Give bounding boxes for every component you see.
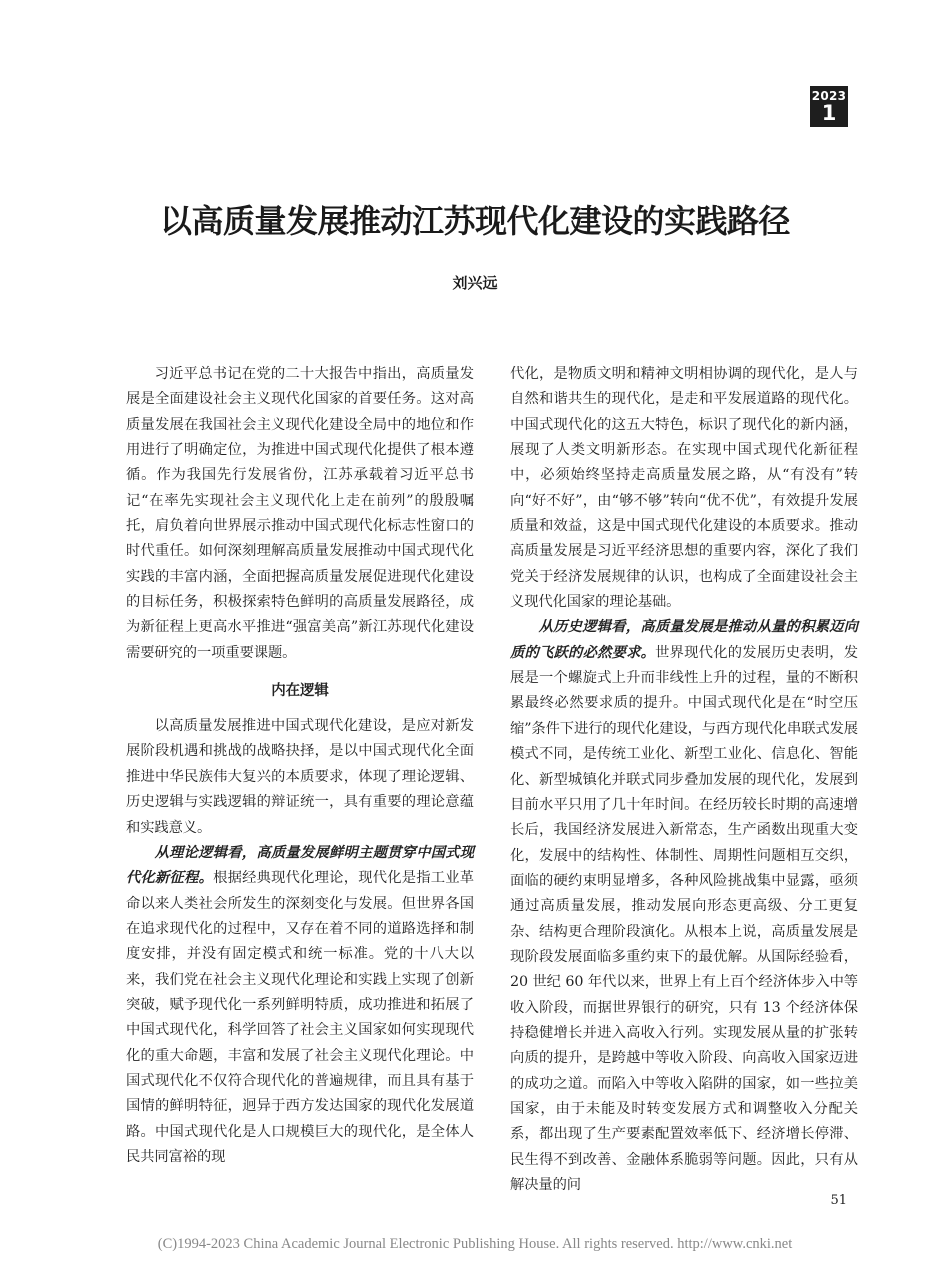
issue-number: 1 xyxy=(821,101,837,125)
history-logic-paragraph xyxy=(510,615,858,1198)
issue-badge xyxy=(810,86,848,127)
history-logic-text: 世界现代化的发展历史表明，发展是一个螺旋式上升而非线性上升的过程，量的不断积累最终必然要求质的提升。中国式现代化是在“时空压缩”条件下进行的现代化建设，与西方现代化串联式发展模式不同，是传统工业化、新型工业化、信息化、智能化、新型城镇化并联式同步叠加发展的现代化，发展到目前水平只用了几十年时间。在经历较长时期的高速增长后，我国经济发展进入新常态，生产函数出现重大变化，发展中的结构性、体制性、周期性问题相互交织，面临的硬约束明显增多，各种风险挑战集中显露，亟须通过高质量发展，推动发展向形态更高级、分工更复杂、结构更合理阶段演化。从根本上说，高质量发展是现阶段发展面临多重约束下的最优解。从国际经验看，20 世纪 60 年代以来，世界上有上百个经济体步入中等收入阶段，而据世界银行的研究，只有 13 个经济体保持稳健增长并进入高收入行列。实现发展从量的扩张转向质的提升，是跨越中等收入阶段、向高收入国家迈进的成功之道。而陷入中等收入陷阱的国家，如一些拉美国家，由于未能及时转变发展方式和调整收入分配关系，都出现了生产要素配置效率低下、经济增长停滞、民生得不到改善、金融体系脆弱等问题。因此，只有从解决量的问 xyxy=(510,644,859,1193)
issue-year: 2023 xyxy=(811,89,847,103)
copyright-footer: (C)1994-2023 China Academic Journal Electronic Publishing House. All rights reserved. http://www.cnki.net xyxy=(157,1236,793,1252)
article-author: 刘兴远 xyxy=(452,274,498,292)
theory-logic-paragraph xyxy=(126,841,474,1170)
section-heading: 内在逻辑 xyxy=(271,683,329,700)
article-title: 以高质量发展推动江苏现代化建设的实践路径 xyxy=(159,202,790,240)
theory-logic-text: 根据经典现代化理论，现代化是指工业革命以来人类社会所发生的深刻变化与发展。但世界各国在追求现代化的过程中，又存在着不同的道路选择和制度安排，并没有固定模式和统一标准。党的十八大以来，我们党在社会主义现代化理论和实践上实现了创新突破，赋予现代化一系列鲜明特质，成功推进和拓展了中国式现代化，科学回答了社会主义国家如何实现现代化的重大命题，丰富和发展了社会主义现代化理论。中国式现代化不仅符合现代化的普遍规律，而且具有基于国情的鲜明特征，迥异于西方发达国家的现代化发展道路。中国式现代化是人口规模巨大的现代化，是全体人民共同富裕的现 xyxy=(126,870,474,1165)
left-column xyxy=(126,362,474,1170)
right-column xyxy=(510,362,858,1198)
page-number: 51 xyxy=(830,1193,847,1208)
intro-paragraph: 习近平总书记在党的二十大报告中指出，高质量发展是全面建设社会主义现代化国家的首要任务。这对高质量发展在我国社会主义现代化建设全局中的地位和作用进行了明确定位，为推进中国式现代化提供了根本遵循。作为我国先行发展省份，江苏承载着习近平总书记“在率先实现社会主义现代化上走在前列”的殷殷嘱托，肩负着向世界展示推动中国式现代化标志性窗口的时代重任。如何深刻理解高质量发展推动中国式现代化实践的丰富内涵，全面把握高质量发展促进现代化建设的目标任务，积极探索特色鲜明的高质量发展路径，成为新征程上更高水平推进“强富美高”新江苏现代化建设需要研究的一项重要课题。 xyxy=(126,366,474,661)
continued-paragraph: 代化，是物质文明和精神文明相协调的现代化，是人与自然和谐共生的现代化，是走和平发展道路的现代化。中国式现代化的这五大特色，标识了现代化的新内涵，展现了人类文明新形态。在实现中国式现代化新征程中，必须始终坚持走高质量发展之路，从“有没有”转向“好不好”，由“够不够”转向“优不优”，有效提升发展质量和效益，这是中国式现代化建设的本质要求。推动高质量发展是习近平经济思想的重要内容，深化了我们党关于经济发展规律的认识，也构成了全面建设社会主义现代化国家的理论基础。 xyxy=(510,366,858,611)
theory-logic-lead: 从理论逻辑看，高质量发展鲜明主题贯穿中国式现代化新征程。 xyxy=(126,844,474,887)
history-logic-lead: 从历史逻辑看，高质量发展是推动从量的积累迈向质的飞跃的必然要求。 xyxy=(510,619,858,661)
section-intro-paragraph: 以高质量发展推进中国式现代化建设，是应对新发展阶段机遇和挑战的战略抉择，是以中国式现代化全面推进中华民族伟大复兴的本质要求，体现了理论逻辑、历史逻辑与实践逻辑的辩证统一，具有重要的理论意蕴和实践意义。 xyxy=(126,718,474,836)
